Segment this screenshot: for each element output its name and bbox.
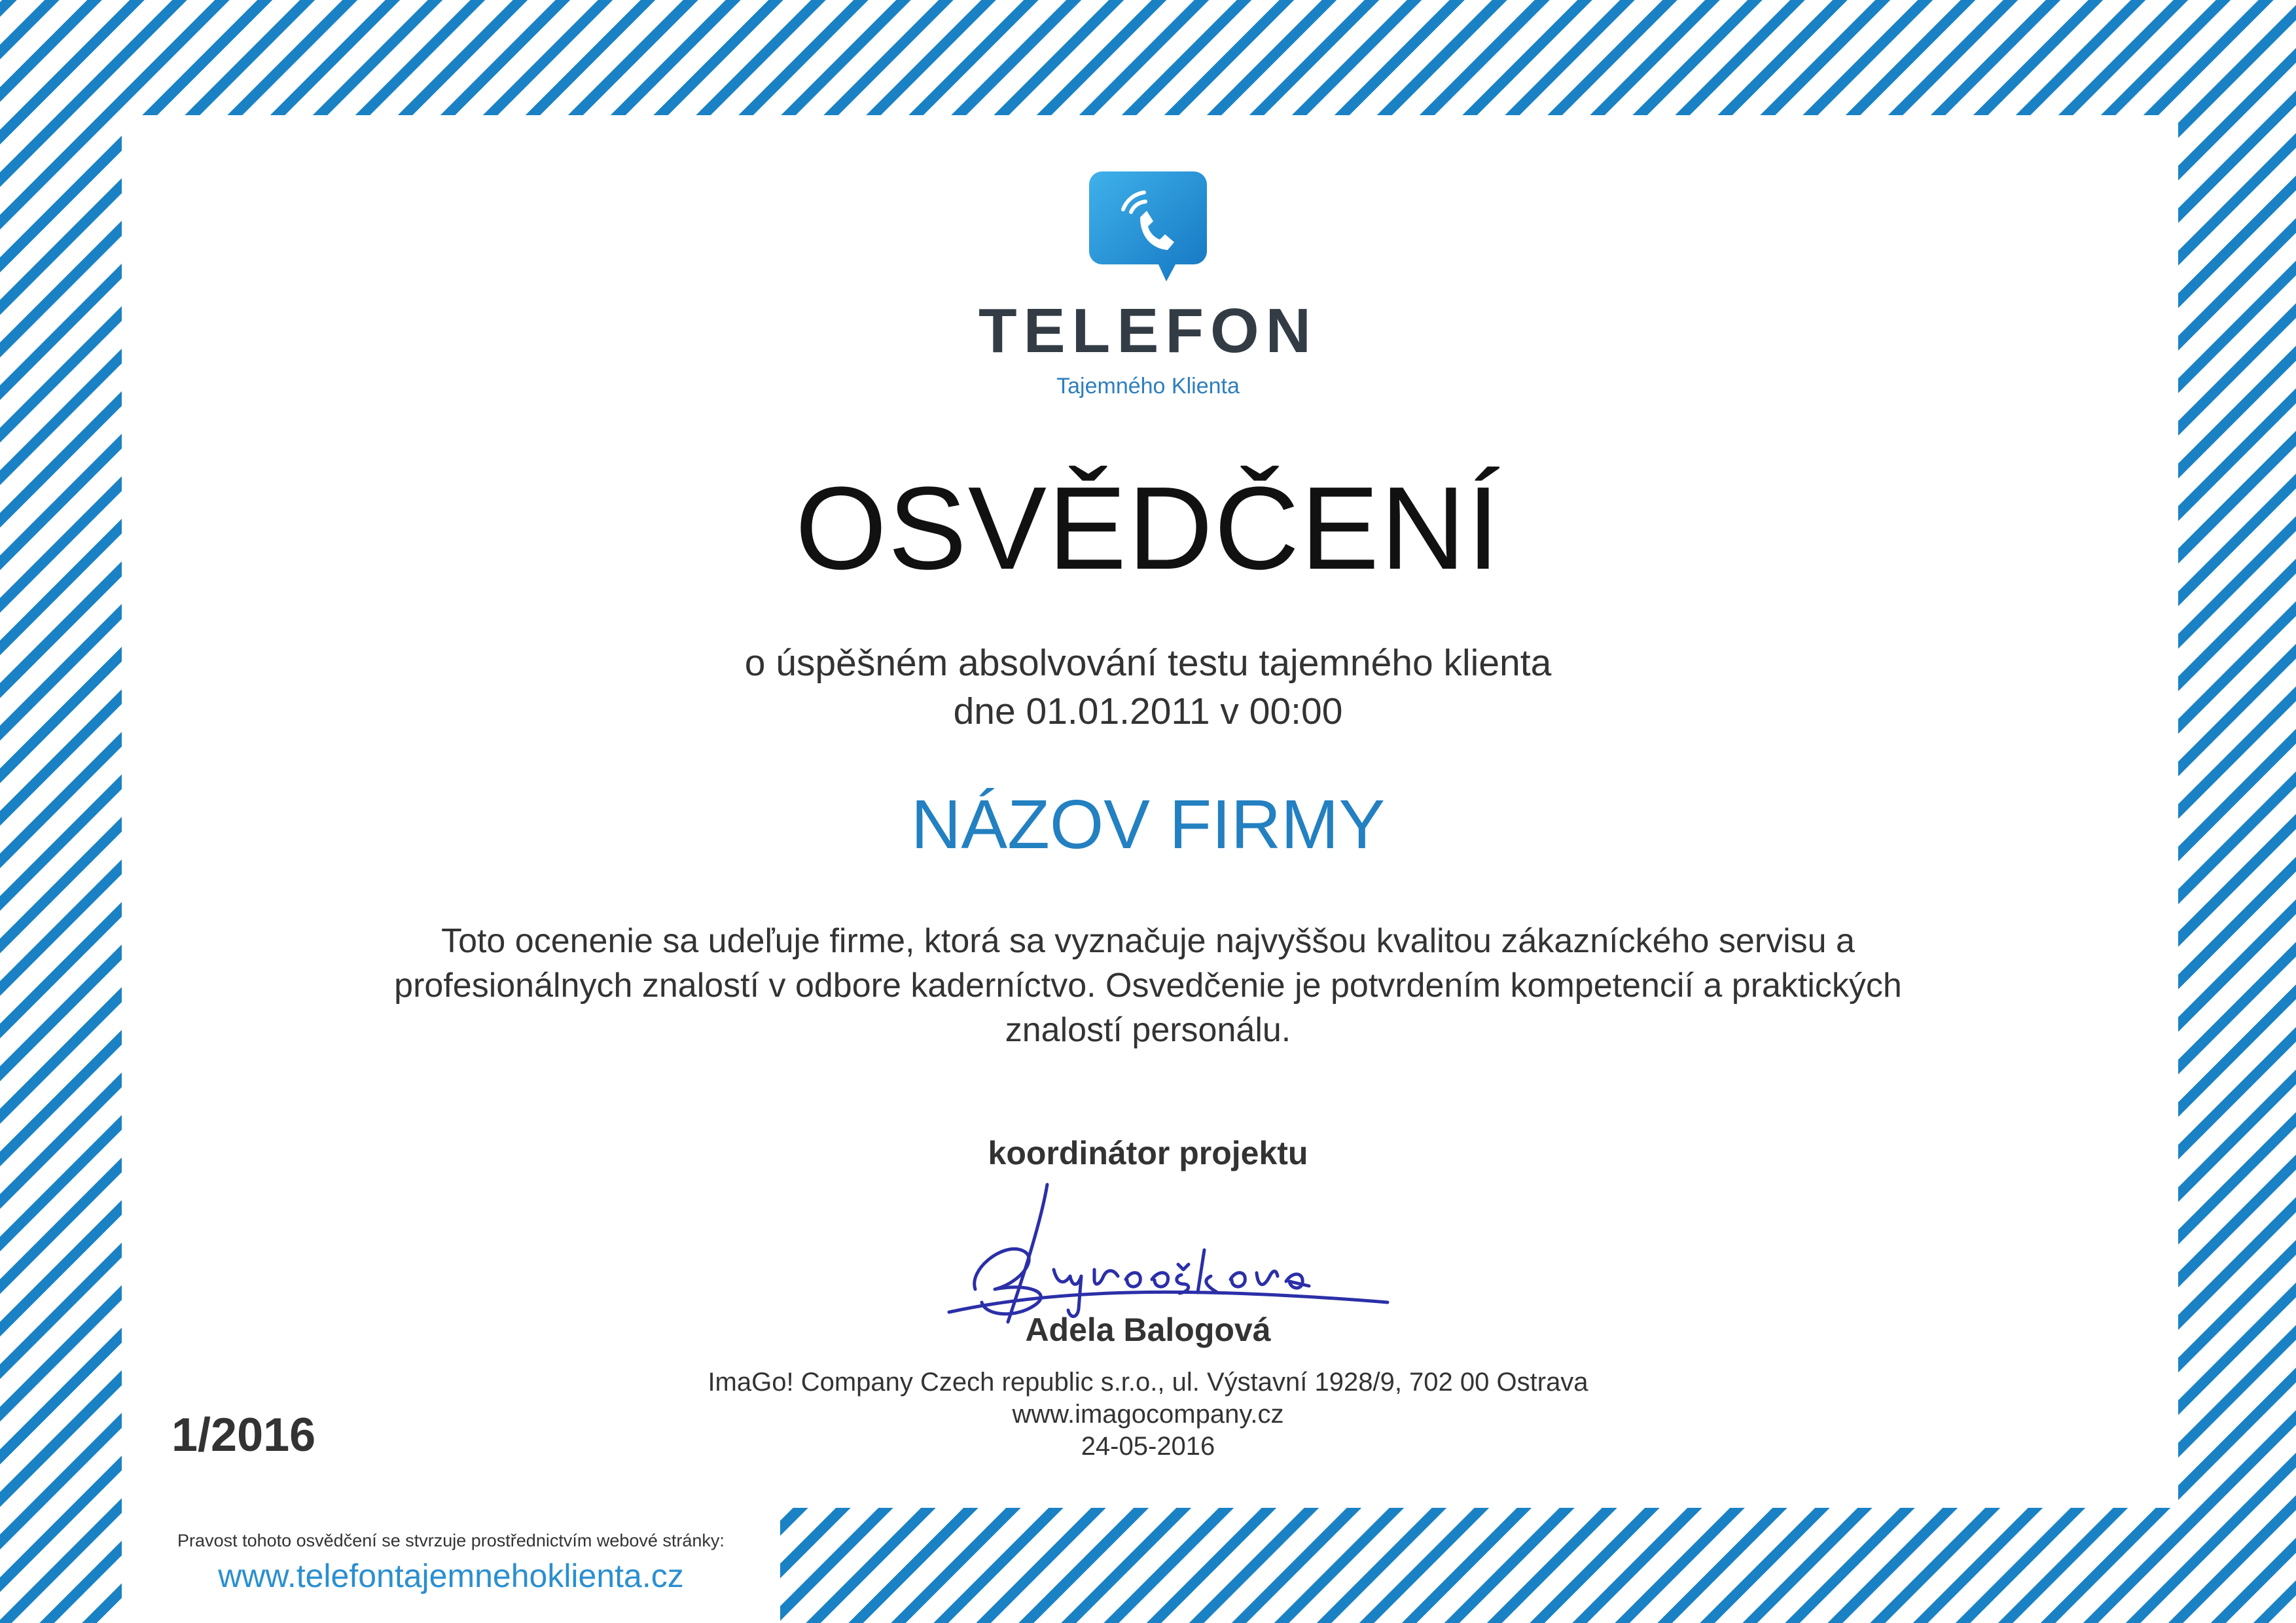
phone-chat-bubble-icon [1089,171,1207,281]
description-line: znalostí personálu. [1005,1011,1291,1049]
coordinator-label: koordinátor projektu [988,1135,1308,1171]
certificate-number: 1/2016 [171,1409,316,1461]
description-line: Toto ocenenie sa udeľuje firme, ktorá sa vyznačuje najvyššou kvalitou zákazníckého servisu a [441,922,1855,960]
issue-date: 24-05-2016 [1081,1432,1215,1461]
certificate-title: OSVĚDČENÍ [795,463,1501,594]
description-line: profesionálnych znalostí v odbore kaderníctvo. Osvedčenie je potvrdením kompetencií a praktických [394,967,1902,1005]
company-website: www.imagocompany.cz [1012,1400,1284,1429]
verification-link[interactable]: www.telefontajemnehoklienta.cz [218,1558,684,1594]
company-name: NÁZOV FIRMY [910,786,1386,863]
verification-text: Pravost tohoto osvědčení se stvrzuje prostřednictvím webové stránky: [177,1531,725,1550]
company-address: ImaGo! Company Czech republic s.r.o., ul. Výstavní 1928/9, 702 00 Ostrava [708,1368,1588,1397]
signer-name: Adela Balogová [1025,1311,1271,1348]
certificate-description [0,919,2296,1052]
certificate-subtitle [0,639,2296,736]
brand-tagline: Tajemného Klienta [1056,374,1240,399]
test-date: dne 01.01.2011 v 00:00 [953,690,1343,732]
subtitle-line: o úspěšném absolvování testu tajemného klienta [744,642,1552,684]
brand-name: TELEFON [978,296,1318,366]
